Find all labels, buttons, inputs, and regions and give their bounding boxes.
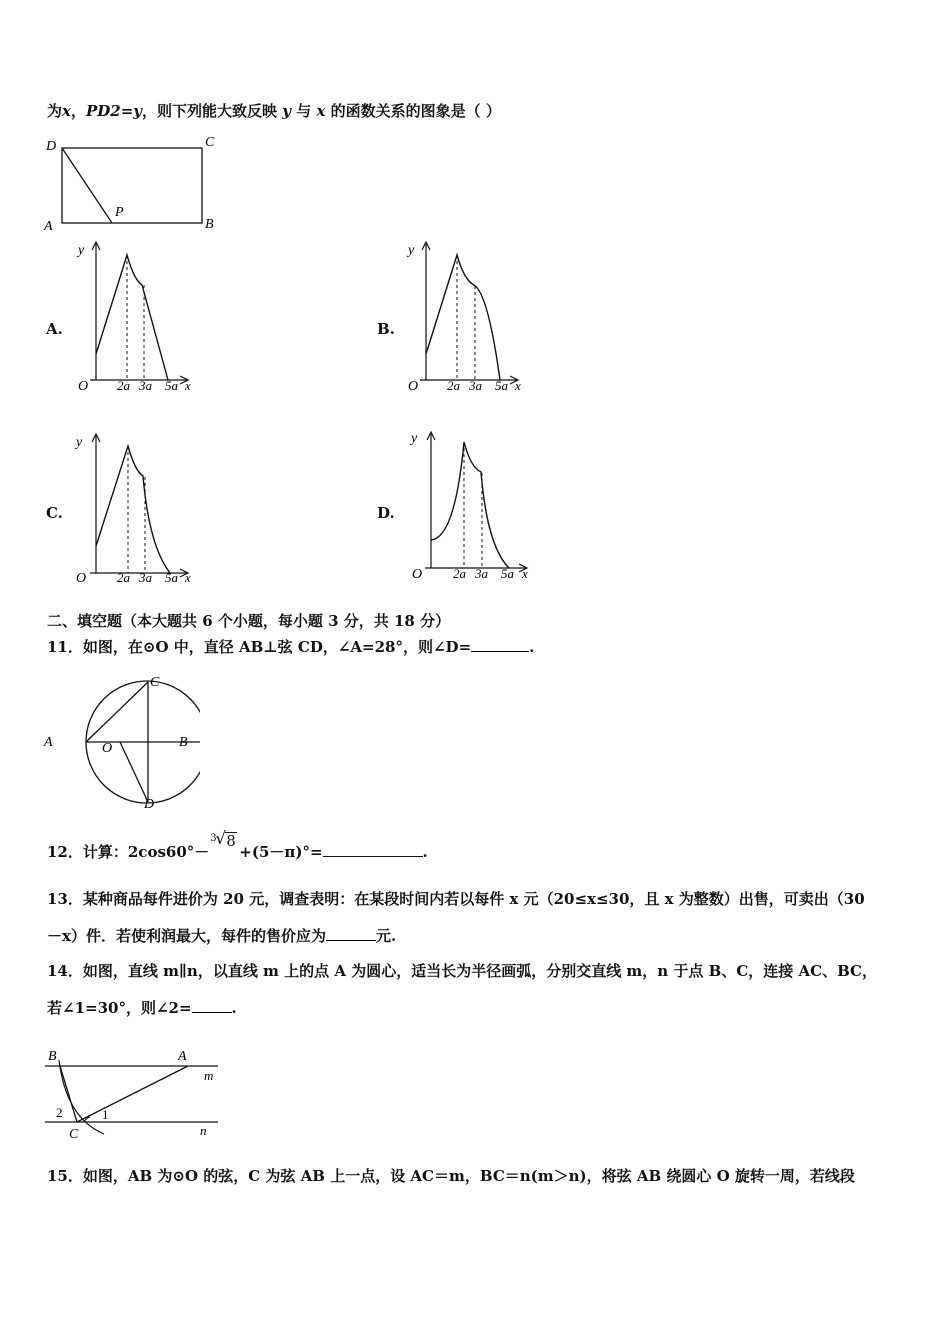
- svg-text:A: A: [178, 1049, 187, 1064]
- svg-text:5a: 5a: [501, 566, 514, 581]
- svg-text:3a: 3a: [469, 378, 482, 393]
- q14-line1: 14．如图，直线 m∥n，以直线 m 上的点 A 为圆心，适当长为半径画弧，分别交直线 m，n 于点 B、C，连接 AC、BC，: [47, 962, 877, 980]
- q10-yu: 与: [296, 102, 312, 120]
- rect-abcd: [62, 148, 202, 223]
- svg-text:2a: 2a: [117, 378, 130, 393]
- segment-bc: [60, 1066, 77, 1122]
- section-2-title: 二、填空题（本大题共 6 个小题，每小题 3 分，共 18 分）: [47, 612, 451, 630]
- q12-end: .: [422, 843, 428, 861]
- svg-text:n: n: [200, 1123, 207, 1138]
- svg-text:y: y: [408, 243, 415, 258]
- q11-answer-blank[interactable]: [471, 637, 529, 652]
- svg-text:5a: 5a: [165, 378, 178, 393]
- svg-text:y: y: [411, 431, 418, 446]
- svg-text:5a: 5a: [495, 378, 508, 393]
- radical-sign-icon: √: [215, 829, 227, 849]
- q12-prefix: 12．计算：2cos60°－: [47, 843, 210, 861]
- radicand: 8: [226, 832, 236, 850]
- graph-option-b[interactable]: [400, 238, 530, 398]
- curve-c: [96, 446, 170, 573]
- label-P: P: [115, 205, 124, 220]
- q10-pd2: PD2=: [85, 102, 134, 120]
- option-a-label[interactable]: A.: [46, 320, 63, 338]
- svg-text:m: m: [204, 1068, 214, 1083]
- q10-var-y2: y: [282, 102, 291, 120]
- label-B: B: [205, 217, 214, 232]
- graph-option-c[interactable]: [70, 428, 200, 588]
- svg-text:D: D: [144, 797, 155, 812]
- q10-comma: ，: [70, 102, 86, 120]
- arc: [59, 1060, 104, 1134]
- svg-text:y: y: [76, 435, 83, 450]
- cube-root: [209, 829, 239, 862]
- q10-stem: [47, 101, 501, 121]
- q14-line2-suffix: .: [231, 999, 237, 1017]
- q14-line2-prefix: 若∠1=30°，则∠2=: [47, 999, 192, 1017]
- q11-text: [47, 637, 534, 657]
- q13-line2-prefix: －x）件．若使利润最大，每件的售价应为: [47, 927, 326, 945]
- option-b-label[interactable]: B.: [377, 320, 395, 338]
- segment-dp: [62, 148, 112, 223]
- svg-text:3a: 3a: [139, 570, 152, 585]
- svg-text:2: 2: [56, 1105, 63, 1120]
- q10-var-y: y: [133, 102, 142, 120]
- q13-line1: 13．某种商品每件进价为 20 元，调查表明：在某段时间内若以每件 x 元（20≤x≤30，且 x 为整数）出售，可卖出（30: [47, 890, 865, 908]
- curve-d: [431, 442, 509, 568]
- option-d-label[interactable]: D.: [377, 504, 395, 522]
- option-c-label[interactable]: C.: [46, 504, 63, 522]
- q10-var-x2: x: [316, 102, 326, 120]
- q13-answer-blank[interactable]: [326, 926, 376, 941]
- svg-text:x: x: [515, 378, 521, 393]
- svg-text:3a: 3a: [475, 566, 488, 581]
- q11-end: .: [529, 638, 535, 656]
- graph-option-d[interactable]: [405, 428, 535, 588]
- svg-text:O: O: [76, 571, 87, 586]
- svg-text:3a: 3a: [139, 378, 152, 393]
- label-C: C: [205, 135, 215, 150]
- svg-text:2a: 2a: [117, 570, 130, 585]
- q10-var-x: x: [62, 102, 71, 120]
- svg-text:C: C: [69, 1127, 79, 1142]
- svg-text:O: O: [102, 741, 113, 756]
- q12-text: [47, 829, 428, 862]
- root-index: 3: [210, 833, 217, 844]
- q10-stem-prefix: 为: [47, 102, 63, 120]
- svg-text:1: 1: [102, 1107, 109, 1122]
- segment-ac: [77, 1066, 188, 1122]
- svg-text:O: O: [408, 379, 419, 394]
- q13-line2: [47, 926, 396, 946]
- svg-text:A: A: [44, 735, 53, 750]
- curve-a: [96, 255, 168, 380]
- svg-text:5a: 5a: [165, 570, 178, 585]
- svg-text:B: B: [179, 735, 188, 750]
- q10-stem-end: 的函数关系的图象是（ ）: [330, 102, 501, 120]
- q11-circle-figure: [40, 670, 200, 815]
- q14-line2: [47, 998, 237, 1018]
- svg-text:O: O: [412, 567, 423, 582]
- graph-option-a[interactable]: [70, 238, 200, 398]
- svg-text:x: x: [522, 566, 528, 581]
- label-D: D: [46, 139, 57, 154]
- q10-rectangle-figure: [40, 130, 230, 240]
- svg-text:x: x: [185, 378, 191, 393]
- svg-text:B: B: [48, 1049, 57, 1064]
- segment-od: [120, 742, 148, 802]
- q12-suffix: +(5－π)°=: [239, 843, 323, 861]
- segment-ac: [86, 682, 148, 742]
- q14-answer-blank[interactable]: [192, 998, 232, 1013]
- curve-b: [426, 255, 500, 380]
- svg-text:C: C: [150, 675, 160, 690]
- svg-text:O: O: [78, 379, 89, 394]
- q14-parallel-lines-figure: [40, 1040, 230, 1142]
- label-A: A: [44, 219, 53, 234]
- q12-answer-blank[interactable]: [323, 842, 423, 857]
- svg-text:y: y: [78, 243, 85, 258]
- q10-stem-mid: ，则下列能大致反映: [142, 102, 278, 120]
- svg-text:2a: 2a: [447, 378, 460, 393]
- q13-line2-suffix: 元.: [375, 927, 397, 945]
- svg-text:x: x: [185, 570, 191, 585]
- q15-text: 15．如图，AB 为⊙O 的弦，C 为弦 AB 上一点，设 AC＝m，BC＝n(m＞n)，将弦 AB 绕圆心 O 旋转一周，若线段: [47, 1167, 855, 1185]
- svg-text:2a: 2a: [453, 566, 466, 581]
- q11-stem: 11．如图，在⊙O 中，直径 AB⊥弦 CD，∠A=28°，则∠D=: [47, 638, 472, 656]
